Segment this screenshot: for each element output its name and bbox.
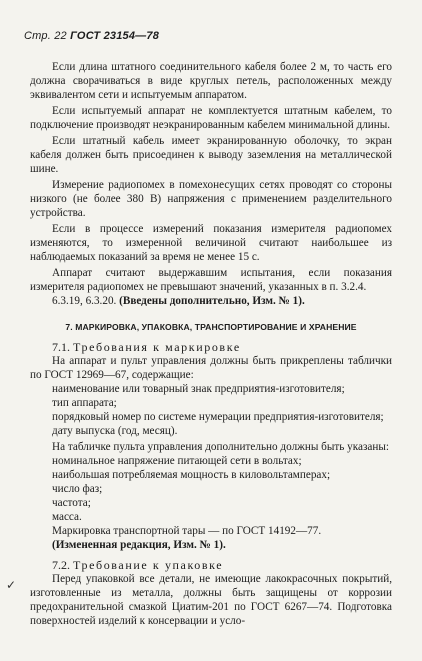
amendment-text: (Введены дополнительно, Изм. № 1). [119,295,305,307]
list-item: дату выпуска (год, месяц). [52,425,178,437]
margin-mark: ✓ [6,578,17,592]
amendment-note: (Измененная редакция, Изм. № 1). [52,539,226,551]
page-header [24,30,159,42]
subsection-title: Требование к упаковке [73,558,224,572]
list-item: масса. [52,511,82,523]
list-item: тип аппарата; [52,397,117,409]
paragraph: Если в процессе измерений показания измерителя радиопомех изменяются, то измеренной величиной считают наибольшее из наблюдаемых показаний за время не менее 15 с. [30,223,392,263]
paragraph: На аппарат и пульт управления должны быть прикреплены таблички по ГОСТ 12969—67, содержащие: [30,355,392,381]
section-title: 7. МАРКИРОВКА, УПАКОВКА, ТРАНСПОРТИРОВАНИЕ И ХРАНЕНИЕ [65,322,357,332]
list-item: наименование или товарный знак предприятия-изготовителя; [52,383,345,395]
paragraph: Если испытуемый аппарат не комплектуется штатным кабелем, то подключение производят неэкранированным кабелем минимальной длины. [30,105,392,131]
paragraph: Перед упаковкой все детали, не имеющие лакокрасочных покрытий, изготовленные из металла, должны быть защищены от коррозии предохранительной смазкой Циатим-201 по ГОСТ 6267—74. Подготовка поверхностей изделий к консервации и усло- [30,573,392,627]
standard-code: ГОСТ 23154—78 [70,30,160,42]
amendment-refs: 6.3.19, 6.3.20. [52,295,117,307]
subsection-heading [30,558,392,572]
subsection-heading [30,340,392,354]
paragraph: Аппарат считают выдержавшим испытания, если показания измерителя радиопомех не превышают значений, указанных в п. 3.2.4. [30,267,392,293]
list-item: наибольшая потребляемая мощность в киловольтамперах; [52,469,331,481]
paragraph: Если длина штатного соединительного кабеля более 2 м, то часть его должна сворачиваться в виде круглых петель, расположенных между эквивалентом сети и испытуемым аппаратом. [30,61,392,101]
page-body [30,60,392,628]
paragraph: На табличке пульта управления дополнительно должны быть указаны: [52,441,389,453]
paragraph: Если штатный кабель имеет экранированную оболочку, то экран кабеля должен быть присоединен к выводу заземления на металлической шине. [30,135,392,175]
page-number: Стр. 22 [24,30,67,42]
list-item: число фаз; [52,483,103,495]
list-item: частота; [52,497,91,509]
list-item: порядковый номер по системе нумерации предприятия-изготовителя; [52,411,384,423]
amendment-note [30,294,392,308]
paragraph: Маркировка транспортной тары — по ГОСТ 14192—77. [52,525,322,537]
paragraph: Измерение радиопомех в помехонесущих сетях проводят со стороны низкого (не более 380 В) напряжения с применением разделительного устройства. [30,179,392,219]
subsection-title: Требования к маркировке [73,340,241,354]
subsection-number: 7.2. [52,558,70,572]
list-item: номинальное напряжение питающей сети в вольтах; [52,455,302,467]
subsection-number: 7.1. [52,340,70,354]
